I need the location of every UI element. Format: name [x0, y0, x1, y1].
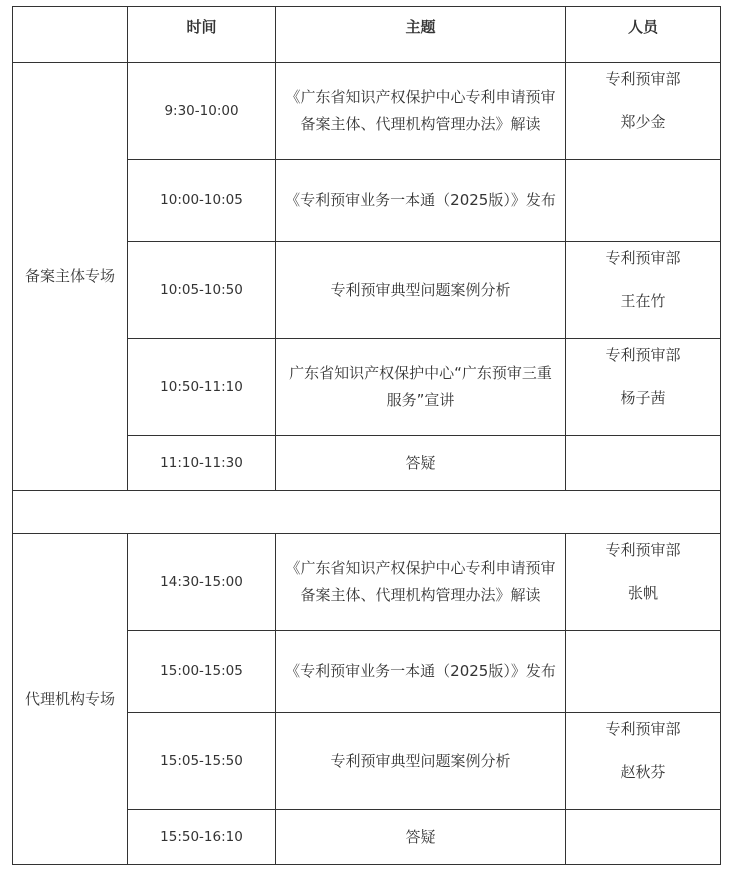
person-cell	[566, 242, 721, 339]
topic-cell: 广东省知识产权保护中心“广东预审三重服务”宣讲	[276, 339, 566, 436]
person-cell	[566, 339, 721, 436]
topic-cell: 《广东省知识产权保护中心专利申请预审备案主体、代理机构管理办法》解读	[276, 63, 566, 160]
time-cell: 14:30-15:00	[128, 534, 276, 631]
header-time: 时间	[128, 7, 276, 63]
person-dept: 专利预审部	[605, 720, 681, 738]
person-name: 郑少金	[620, 113, 666, 131]
spacer-row	[13, 491, 721, 534]
person-cell	[566, 436, 721, 491]
time-cell: 10:00-10:05	[128, 160, 276, 242]
person-name: 赵秋芬	[620, 763, 666, 781]
time-cell: 15:00-15:05	[128, 631, 276, 713]
person-name: 王在竹	[620, 292, 666, 310]
person-cell	[566, 713, 721, 810]
time-cell: 15:50-16:10	[128, 810, 276, 865]
person-name	[566, 163, 720, 179]
schedule-table	[12, 6, 721, 865]
topic-cell: 专利预审典型问题案例分析	[276, 242, 566, 339]
person-name	[566, 439, 720, 455]
person-dept: 专利预审部	[605, 70, 681, 88]
time-cell: 15:05-15:50	[128, 713, 276, 810]
person-dept: 专利预审部	[605, 346, 681, 364]
person-name: 杨子茜	[620, 389, 666, 407]
person-name	[566, 813, 720, 829]
time-cell: 10:05-10:50	[128, 242, 276, 339]
person-dept: 专利预审部	[605, 249, 681, 267]
person-cell	[566, 631, 721, 713]
header-blank-cell	[13, 7, 128, 63]
topic-cell: 答疑	[276, 810, 566, 865]
person-name: 张帆	[627, 584, 658, 602]
person-cell	[566, 63, 721, 160]
person-name	[566, 634, 720, 650]
person-dept: 专利预审部	[605, 541, 681, 559]
table-row	[13, 534, 721, 631]
header-person: 人员	[566, 7, 721, 63]
spacer-cell	[13, 491, 721, 534]
topic-cell: 答疑	[276, 436, 566, 491]
session-name: 备案主体专场	[13, 63, 128, 491]
person-cell	[566, 810, 721, 865]
time-cell: 11:10-11:30	[128, 436, 276, 491]
table-row	[13, 63, 721, 160]
session-name: 代理机构专场	[13, 534, 128, 865]
time-cell: 10:50-11:10	[128, 339, 276, 436]
person-cell	[566, 160, 721, 242]
topic-cell: 《广东省知识产权保护中心专利申请预审备案主体、代理机构管理办法》解读	[276, 534, 566, 631]
topic-cell: 《专利预审业务一本通（2025版）》发布	[276, 631, 566, 713]
time-cell: 9:30-10:00	[128, 63, 276, 160]
topic-cell: 《专利预审业务一本通（2025版）》发布	[276, 160, 566, 242]
person-cell	[566, 534, 721, 631]
header-topic: 主题	[276, 7, 566, 63]
header-row	[13, 7, 721, 63]
topic-cell: 专利预审典型问题案例分析	[276, 713, 566, 810]
